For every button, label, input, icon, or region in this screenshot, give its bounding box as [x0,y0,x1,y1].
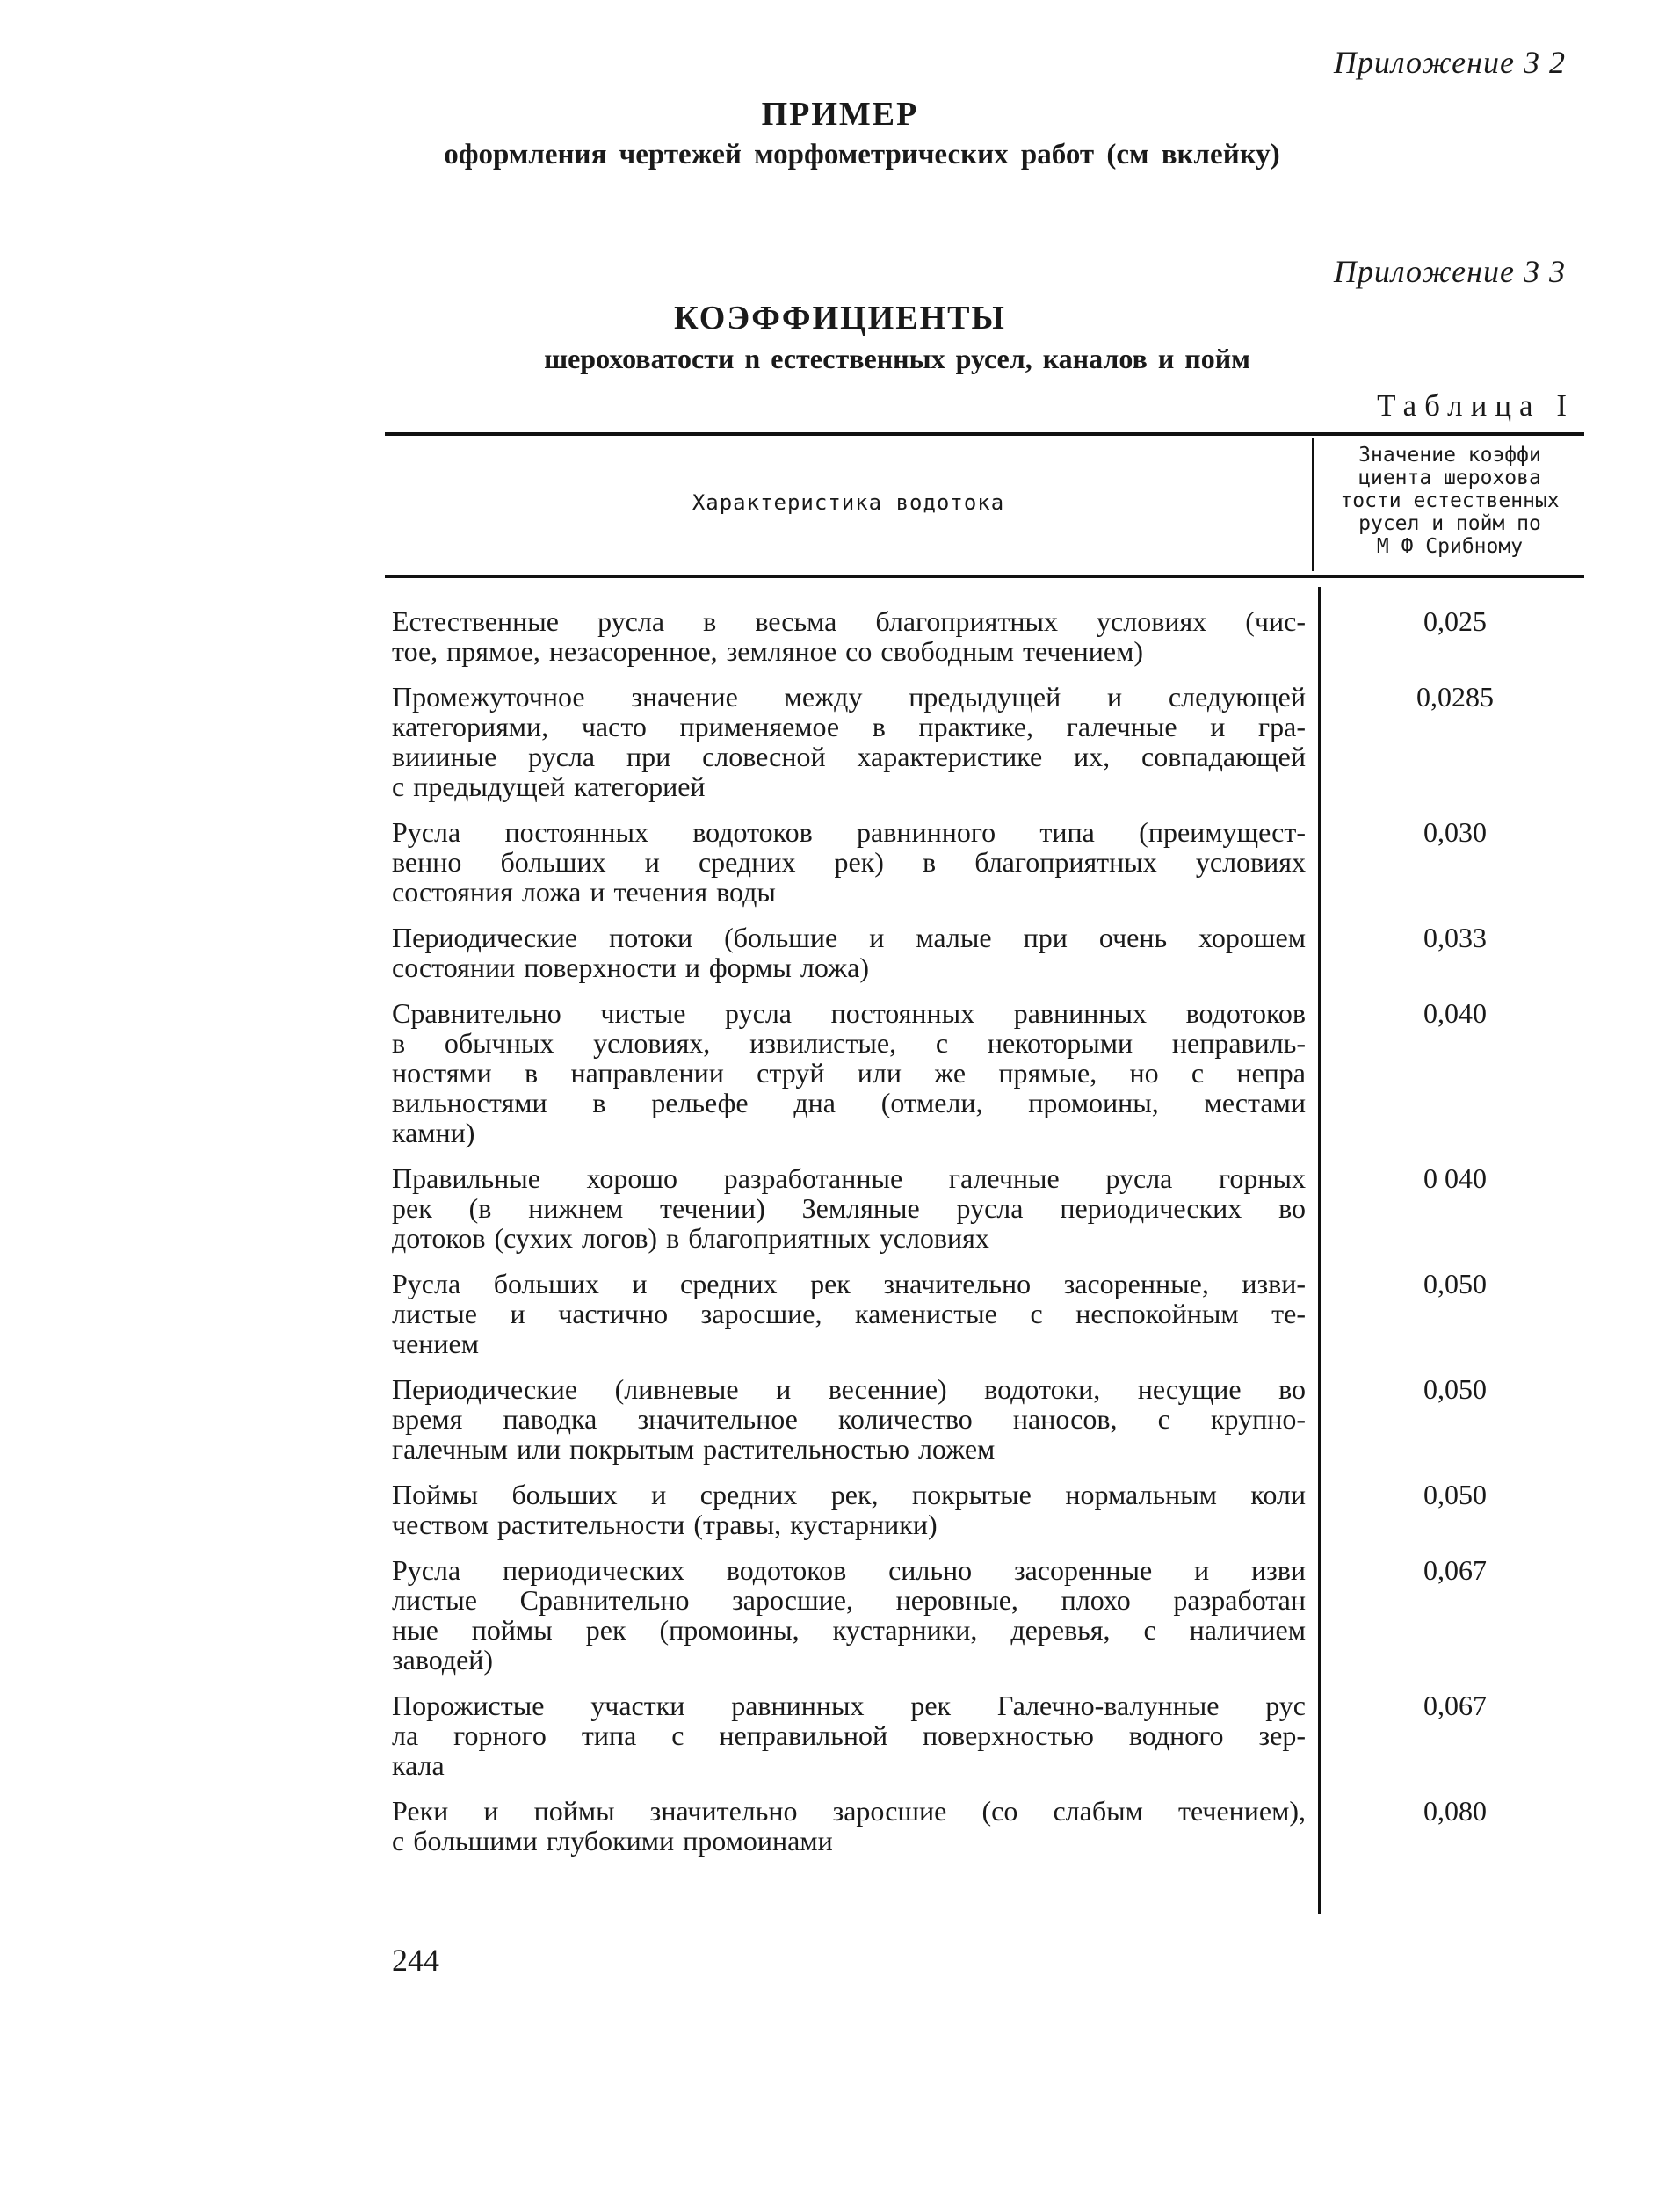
column-header-characteristic: Характеристика водотока [692,490,1005,515]
row-description-line: Периодические потоки (большие и малые при очень хорошем [392,922,1306,953]
row-description-line: Естественные русла в весьма благоприятных условиях (чис- [392,605,1306,637]
row-description-line: Поймы больших и средних рек, покрытые нормальным коли [392,1479,1306,1510]
row-description-line: ностями в направлении струй или же прямые, но с непра [392,1057,1306,1089]
column-header-value-line: тости естественных [1340,489,1560,512]
row-description-line: листые и частично заросшие, каменистые с неспокойным те- [392,1298,1306,1329]
row-description-line: камни) [392,1117,475,1148]
header-bottom-rule [385,575,1584,578]
appendix-33-label: Приложение 3 3 [1333,254,1566,289]
table-row [392,923,1587,982]
header-column-divider [1312,438,1314,571]
row-description-line: листые Сравнительно заросшие, неровные, плохо разработан [392,1584,1306,1616]
column-header-value-line: Значение коэффи [1358,444,1541,467]
row-coefficient-value: 0,0285 [1416,681,1494,713]
row-description-line: Русла периодических водотоков сильно засоренные и изви [392,1554,1306,1586]
row-description-line: заводей) [392,1644,494,1676]
page-number: 244 [392,1943,439,1978]
row-coefficient-value: 0,067 [1423,1554,1487,1586]
row-description-line: Реки и поймы значительно заросшие (со слабым течением), [392,1795,1306,1827]
table-top-rule [385,432,1584,436]
row-description-line: венно больших и средних рек) в благоприятных условиях [392,846,1306,878]
row-description [392,1269,1306,1358]
table-row [392,682,1587,801]
row-coefficient-value: 0,030 [1423,816,1487,848]
row-description-line: кала [392,1749,445,1781]
column-header-value [1318,444,1582,558]
table-row [392,1374,1587,1464]
row-description-line: ные поймы рек (промоины, кустарники, деревья, с наличием [392,1614,1306,1646]
coefficients-title: КОЭФФИЦИЕНТЫ [674,300,1006,337]
row-description-line: дотоков (сухих логов) в благоприятных условиях [392,1222,989,1254]
table-row [392,1480,1587,1539]
row-description-line: Периодические (ливневые и весенние) водотоки, несущие во [392,1373,1306,1405]
row-description-line: галечным или покрытым растительностью ложем [392,1433,996,1465]
row-coefficient-value: 0,050 [1423,1479,1487,1510]
row-coefficient-value: 0,033 [1423,922,1487,953]
row-description-line: состоянии поверхности и формы ложа) [392,952,869,983]
row-description [392,1374,1306,1464]
row-description-line: чением [392,1328,479,1359]
row-description [392,1555,1306,1675]
column-header-value-line: М Ф Срибному [1376,535,1524,558]
row-description-line: Промежуточное значение между предыдущей и следующей [392,681,1306,713]
row-description [392,923,1306,982]
row-coefficient-value: 0,025 [1423,605,1487,637]
row-coefficient-value: 0,050 [1423,1373,1487,1405]
row-description [392,1690,1306,1780]
row-description-line: с предыдущей категорией [392,771,706,802]
row-coefficient-value: 0,040 [1423,997,1487,1029]
row-description-line: чеством растительности (травы, кустарники) [392,1509,938,1540]
table-row [392,1796,1587,1856]
row-description [392,682,1306,801]
row-description-line: Сравнительно чистые русла постоянных равнинных водотоков [392,997,1306,1029]
row-description-line: с большими глубокими промоинами [392,1825,833,1857]
coefficients-subtitle: шероховатости n естественных русел, каналов и пойм [544,343,1250,374]
row-description [392,817,1306,907]
table-row [392,606,1587,666]
table-body [392,606,1587,1871]
row-description [392,1796,1306,1856]
column-header-value-line: русел и пойм по [1358,512,1541,535]
row-description-line: категориями, часто применяемое в практике, галечные и гра- [392,711,1306,742]
row-description [392,1163,1306,1253]
row-description [392,1480,1306,1539]
row-description-line: вильностями в рельефе дна (отмели, промоины, местами [392,1087,1306,1118]
row-coefficient-value: 0,050 [1423,1268,1487,1299]
row-description-line: Русла постоянных водотоков равнинного типа (преимущест- [392,816,1306,848]
table-row [392,998,1587,1147]
row-coefficient-value: 0,080 [1423,1795,1487,1827]
table-row [392,1690,1587,1780]
row-description [392,998,1306,1147]
row-description-line: ла горного типа с неправильной поверхностью водного зер- [392,1719,1306,1751]
row-description-line: Русла больших и средних рек значительно засоренные, изви- [392,1268,1306,1299]
row-description-line: в обычных условиях, извилистые, с некоторыми неправиль- [392,1027,1306,1059]
example-subtitle: оформления чертежей морфометрических работ (см вклейку) [444,139,1280,170]
row-coefficient-value: 0,067 [1423,1690,1487,1721]
row-description-line: Порожистые участки равнинных рек Галечно-валунные рус [392,1690,1306,1721]
row-description [392,606,1306,666]
appendix-32-label: Приложение 3 2 [1333,45,1566,80]
row-description-line: рек (в нижнем течении) Земляные русла периодических во [392,1192,1306,1224]
row-coefficient-value: 0 040 [1423,1162,1487,1194]
example-title: ПРИМЕР [761,96,919,133]
row-description-line: состояния ложа и течения воды [392,876,776,908]
table-row [392,1163,1587,1253]
row-description-line: тое, прямое, незасоренное, земляное со свободным течением) [392,635,1144,667]
table-row [392,1555,1587,1675]
table-label: Таблица I [1377,388,1575,423]
table-row [392,817,1587,907]
row-description-line: Правильные хорошо разработанные галечные русла горных [392,1162,1306,1194]
table-row [392,1269,1587,1358]
row-description-line: время паводка значительное количество наносов, с крупно- [392,1403,1306,1435]
column-header-value-line: циента шерохова [1358,467,1541,489]
row-description-line: виииные русла при словесной характеристике их, совпадающей [392,741,1306,772]
